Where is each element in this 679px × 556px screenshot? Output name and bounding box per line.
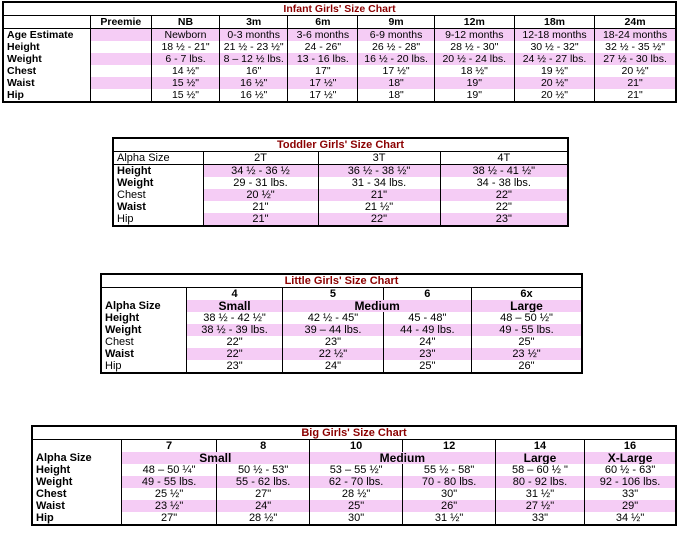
- table-cell: 62 - 70 lbs.: [309, 476, 403, 488]
- column-header: 3m: [220, 16, 288, 29]
- table-cell: 18-24 months: [595, 29, 676, 42]
- table-row: [101, 348, 582, 360]
- table-cell: 22": [440, 189, 568, 201]
- row-label: Waist: [32, 500, 121, 512]
- column-header: Alpha Size: [113, 152, 203, 165]
- table-cell: 18 ½": [434, 65, 514, 77]
- row-label: Waist: [101, 348, 186, 360]
- table-cell: 24": [383, 336, 471, 348]
- alpha-size: Large: [495, 452, 584, 464]
- table-row: [32, 452, 676, 464]
- table-cell: 28 ½": [217, 512, 309, 525]
- table-cell: 20 ½": [514, 77, 594, 89]
- table-cell: 6-9 months: [358, 29, 434, 42]
- table-cell: 25": [309, 500, 403, 512]
- row-label: Chest: [101, 336, 186, 348]
- table-cell: 23": [283, 336, 383, 348]
- table-cell: 24 ½ - 27 lbs.: [514, 53, 594, 65]
- table-row: [3, 53, 676, 65]
- row-label: Waist: [113, 201, 203, 213]
- table-row: [101, 336, 582, 348]
- table-cell: 32 ½ - 35 ½": [595, 41, 676, 53]
- table-cell: 30": [309, 512, 403, 525]
- little-chart-title: Little Girls' Size Chart: [101, 274, 582, 288]
- column-header: 2T: [203, 152, 318, 165]
- table-row: [3, 65, 676, 77]
- table-cell: 20 ½": [203, 189, 318, 201]
- table-cell: 18 ½ - 21": [151, 41, 219, 53]
- alpha-size: Medium: [309, 452, 495, 464]
- table-cell: 17 ½": [358, 65, 434, 77]
- table-cell: 49 - 55 lbs.: [121, 476, 217, 488]
- table-cell: 13 - 16 lbs.: [288, 53, 358, 65]
- table-cell: 20 ½": [595, 65, 676, 77]
- table-row: [101, 300, 582, 312]
- table-cell: 22": [186, 336, 282, 348]
- table-cell: 6 - 7 lbs.: [151, 53, 219, 65]
- table-cell: 8 – 12 ½ lbs.: [220, 53, 288, 65]
- column-header: 4T: [440, 152, 568, 165]
- table-cell: 27 ½": [495, 500, 584, 512]
- table-cell: [90, 53, 151, 65]
- little-size-chart: [100, 273, 583, 374]
- table-cell: 23": [383, 348, 471, 360]
- table-row: [32, 464, 676, 476]
- big-size-chart: [31, 425, 677, 526]
- table-cell: 16 ½ - 20 lbs.: [358, 53, 434, 65]
- table-row: [3, 77, 676, 89]
- table-cell: 27 ½ - 30 lbs.: [595, 53, 676, 65]
- column-header: 9m: [358, 16, 434, 29]
- table-cell: 25": [383, 360, 471, 373]
- table-cell: 23": [186, 360, 282, 373]
- table-row: [32, 488, 676, 500]
- table-row: [101, 312, 582, 324]
- table-row: [32, 476, 676, 488]
- column-header: Preemie: [90, 16, 151, 29]
- table-row: [32, 512, 676, 525]
- table-cell: [90, 29, 151, 42]
- table-row: [101, 324, 582, 336]
- table-cell: 19": [434, 77, 514, 89]
- table-cell: 22 ½": [283, 348, 383, 360]
- column-header: 18m: [514, 16, 594, 29]
- column-header: 3T: [318, 152, 440, 165]
- column-header: NB: [151, 16, 219, 29]
- table-cell: 31 - 34 lbs.: [318, 177, 440, 189]
- column-header: 4: [186, 288, 282, 301]
- table-cell: 33": [495, 512, 584, 525]
- column-header: 16: [585, 440, 676, 453]
- column-header: 6m: [288, 16, 358, 29]
- table-cell: 26": [403, 500, 495, 512]
- table-cell: 55 - 62 lbs.: [217, 476, 309, 488]
- column-header: 10: [309, 440, 403, 453]
- alpha-size: Large: [472, 300, 583, 312]
- table-cell: 21 ½": [318, 201, 440, 213]
- row-label: Alpha Size: [101, 300, 186, 312]
- table-cell: Newborn: [151, 29, 219, 42]
- table-row: [113, 201, 568, 213]
- table-cell: 20 ½ - 24 lbs.: [434, 53, 514, 65]
- column-header: 7: [121, 440, 217, 453]
- table-cell: 16": [220, 65, 288, 77]
- row-label: Height: [101, 312, 186, 324]
- table-cell: 30 ½ - 32": [514, 41, 594, 53]
- column-header: 24m: [595, 16, 676, 29]
- table-cell: 29": [585, 500, 676, 512]
- table-cell: 60 ½ - 63": [585, 464, 676, 476]
- table-cell: 26": [472, 360, 583, 373]
- row-label: Hip: [32, 512, 121, 525]
- table-cell: 70 - 80 lbs.: [403, 476, 495, 488]
- row-label: Hip: [3, 89, 90, 102]
- table-cell: 22": [440, 201, 568, 213]
- column-header: 14: [495, 440, 584, 453]
- table-cell: 21": [203, 201, 318, 213]
- table-row: [113, 165, 568, 178]
- row-label: Weight: [3, 53, 90, 65]
- table-cell: 38 ½ - 42 ½": [186, 312, 282, 324]
- table-cell: 17 ½": [288, 77, 358, 89]
- table-cell: 27": [121, 512, 217, 525]
- column-header: 12m: [434, 16, 514, 29]
- column-header: 6: [383, 288, 471, 301]
- table-cell: 15 ½": [151, 89, 219, 102]
- table-row: [101, 360, 582, 373]
- table-cell: 19 ½": [514, 65, 594, 77]
- table-cell: 15 ½": [151, 77, 219, 89]
- table-cell: 42 ½ - 45": [283, 312, 383, 324]
- table-cell: 21 ½ - 23 ½": [220, 41, 288, 53]
- table-cell: 24": [283, 360, 383, 373]
- row-label: Chest: [3, 65, 90, 77]
- row-label: Weight: [113, 177, 203, 189]
- table-cell: 49 - 55 lbs.: [472, 324, 583, 336]
- toddler-size-chart: [112, 137, 569, 227]
- table-cell: 31 ½": [403, 512, 495, 525]
- table-row: [32, 500, 676, 512]
- table-cell: 18": [358, 89, 434, 102]
- column-header: 5: [283, 288, 383, 301]
- row-label: Alpha Size: [32, 452, 121, 464]
- table-cell: 28 ½ - 30": [434, 41, 514, 53]
- table-cell: 25 ½": [121, 488, 217, 500]
- table-cell: 55 ½ - 58": [403, 464, 495, 476]
- table-cell: 17 ½": [288, 89, 358, 102]
- row-label: Weight: [32, 476, 121, 488]
- table-cell: 16 ½": [220, 89, 288, 102]
- table-cell: 23 ½": [472, 348, 583, 360]
- table-cell: 38 ½ - 41 ½": [440, 165, 568, 178]
- table-cell: 33": [585, 488, 676, 500]
- table-cell: 12-18 months: [514, 29, 594, 42]
- table-cell: 24 - 26": [288, 41, 358, 53]
- table-cell: 19": [434, 89, 514, 102]
- table-cell: 58 – 60 ½ ": [495, 464, 584, 476]
- table-row: [3, 89, 676, 102]
- table-cell: 14 ½": [151, 65, 219, 77]
- table-cell: 45 - 48": [383, 312, 471, 324]
- row-label: Age Estimate: [3, 29, 90, 42]
- table-cell: 50 ½ - 53": [217, 464, 309, 476]
- table-cell: 0-3 months: [220, 29, 288, 42]
- table-cell: 30": [403, 488, 495, 500]
- table-cell: 21": [595, 77, 676, 89]
- table-cell: 22": [186, 348, 282, 360]
- row-label: Waist: [3, 77, 90, 89]
- alpha-size: X-Large: [585, 452, 676, 464]
- column-header: [3, 16, 90, 29]
- table-row: [113, 213, 568, 226]
- table-cell: 9-12 months: [434, 29, 514, 42]
- row-label: Weight: [101, 324, 186, 336]
- table-cell: 34 ½": [585, 512, 676, 525]
- table-row: [113, 177, 568, 189]
- row-label: Height: [32, 464, 121, 476]
- row-label: Height: [3, 41, 90, 53]
- table-cell: 48 – 50 ½": [472, 312, 583, 324]
- infant-size-chart: [2, 1, 677, 103]
- row-label: Hip: [113, 213, 203, 226]
- row-label: Height: [113, 165, 203, 178]
- row-label: Chest: [32, 488, 121, 500]
- table-cell: 22": [318, 213, 440, 226]
- table-cell: 34 ½ - 36 ½: [203, 165, 318, 178]
- table-cell: 27": [217, 488, 309, 500]
- table-cell: 26 ½ - 28": [358, 41, 434, 53]
- table-cell: 17": [288, 65, 358, 77]
- table-cell: [90, 77, 151, 89]
- table-cell: 48 – 50 ¼": [121, 464, 217, 476]
- row-label: Hip: [101, 360, 186, 373]
- alpha-size: Small: [186, 300, 282, 312]
- table-cell: 29 - 31 lbs.: [203, 177, 318, 189]
- table-cell: 25": [472, 336, 583, 348]
- infant-chart-title: Infant Girls' Size Chart: [3, 2, 676, 16]
- table-cell: [90, 41, 151, 53]
- table-cell: 3-6 months: [288, 29, 358, 42]
- table-cell: 39 – 44 lbs.: [283, 324, 383, 336]
- alpha-size: Medium: [283, 300, 472, 312]
- table-cell: 24": [217, 500, 309, 512]
- table-cell: 80 - 92 lbs.: [495, 476, 584, 488]
- table-cell: 92 - 106 lbs.: [585, 476, 676, 488]
- big-chart-title: Big Girls' Size Chart: [32, 426, 676, 440]
- toddler-chart-title: Toddler Girls' Size Chart: [113, 138, 568, 152]
- table-cell: 21": [595, 89, 676, 102]
- table-cell: 16 ½": [220, 77, 288, 89]
- table-cell: 36 ½ - 38 ½": [318, 165, 440, 178]
- alpha-size: Small: [121, 452, 309, 464]
- table-cell: 18": [358, 77, 434, 89]
- table-cell: 53 – 55 ½": [309, 464, 403, 476]
- table-cell: 23": [440, 213, 568, 226]
- table-row: [3, 41, 676, 53]
- table-cell: [90, 65, 151, 77]
- table-cell: 44 - 49 lbs.: [383, 324, 471, 336]
- column-header: 6x: [472, 288, 583, 301]
- table-cell: 28 ½": [309, 488, 403, 500]
- table-cell: 21": [203, 213, 318, 226]
- table-cell: 34 - 38 lbs.: [440, 177, 568, 189]
- table-cell: 20 ½": [514, 89, 594, 102]
- table-cell: 31 ½": [495, 488, 584, 500]
- table-row: [113, 189, 568, 201]
- table-row: [3, 29, 676, 42]
- table-cell: 21": [318, 189, 440, 201]
- table-cell: 38 ½ - 39 lbs.: [186, 324, 282, 336]
- column-header: 12: [403, 440, 495, 453]
- table-cell: 23 ½": [121, 500, 217, 512]
- table-cell: [90, 89, 151, 102]
- column-header: 8: [217, 440, 309, 453]
- row-label: Chest: [113, 189, 203, 201]
